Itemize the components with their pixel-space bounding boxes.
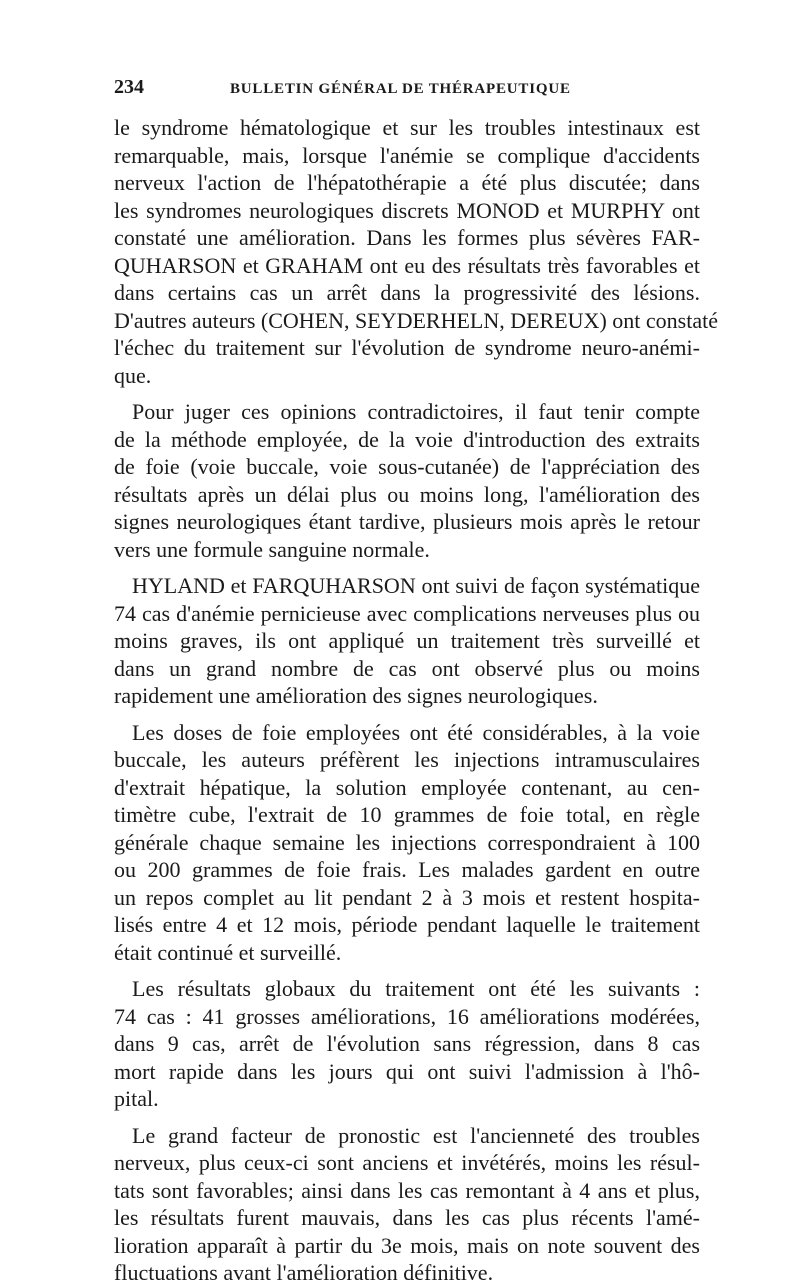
- paragraph: [114, 975, 700, 1113]
- body-text: [114, 114, 718, 1287]
- text-line: le syndrome hématologique et sur les troubles intestinaux est: [114, 115, 700, 140]
- text-line: buccale, les auteurs préfèrent les injections intramusculaires: [114, 747, 700, 772]
- text-line: tats sont favorables; ainsi dans les cas remontant à 4 ans et plus,: [114, 1177, 700, 1203]
- paragraph-gap: [114, 389, 700, 398]
- text-line: Les doses de foie employées ont été considérables, à la voie: [132, 719, 700, 745]
- text-line: constaté une amélioration. Dans les formes plus sévères FAR-: [114, 225, 700, 250]
- text-line: 74 cas d'anémie pernicieuse avec complications nerveuses plus ou: [114, 600, 700, 626]
- text-line: 74 cas : 41 grosses améliorations, 16 améliorations modérées,: [114, 1003, 700, 1029]
- text-line: timètre cube, l'extrait de 10 grammes de foie total, en règle: [114, 802, 700, 827]
- text-line: mort rapide dans les jours qui ont suivi l'admission à l'hô-: [114, 1058, 700, 1084]
- running-title: BULLETIN GÉNÉRAL DE THÉRAPEUTIQUE: [230, 81, 571, 97]
- text-line: dans certains cas un arrêt dans la progressivité des lésions.: [114, 280, 700, 305]
- text-line: D'autres auteurs (COHEN, SEYDERHELN, DEREUX) ont constaté: [114, 307, 718, 333]
- text-line: fluctuations avant l'amélioration définitive.: [114, 1260, 494, 1285]
- text-line: HYLAND et FARQUHARSON ont suivi de façon systématique: [132, 573, 700, 598]
- paragraph: [114, 398, 700, 563]
- text-line: d'extrait hépatique, la solution employée contenant, au cen-: [114, 774, 700, 800]
- text-line: Le grand facteur de pronostic est l'ancienneté des troubles: [132, 1122, 700, 1148]
- text-line: lisés entre 4 et 12 mois, période pendant laquelle le traitement: [114, 912, 700, 937]
- text-line: nerveux l'action de l'hépatothérapie a été plus discutée; dans: [114, 170, 700, 195]
- paragraph: [114, 572, 700, 710]
- paragraph-gap: [114, 710, 700, 719]
- text-line: remarquable, mais, lorsque l'anémie se complique d'accidents: [114, 142, 700, 168]
- paragraph-gap: [114, 1113, 700, 1122]
- text-line: lioration apparaît à partir du 3e mois, mais on note souvent des: [114, 1232, 700, 1258]
- paragraph-gap: [114, 563, 700, 572]
- text-line: dans un grand nombre de cas ont observé plus ou moins: [114, 655, 700, 681]
- paragraph: [114, 719, 700, 967]
- text-line: nerveux, plus ceux-ci sont anciens et invétérés, moins les résul-: [114, 1150, 700, 1175]
- paragraph: [114, 114, 718, 389]
- text-line: de la méthode employée, de la voie d'introduction des extraits: [114, 426, 700, 452]
- page-number: 234: [114, 76, 144, 98]
- text-line: pital.: [114, 1086, 159, 1111]
- text-line: les résultats furent mauvais, dans les cas plus récents l'amé-: [114, 1205, 700, 1230]
- text-line: générale chaque semaine les injections correspondraient à 100: [114, 829, 700, 855]
- text-line: signes neurologiques étant tardive, plusieurs mois après le retour: [114, 509, 700, 534]
- text-line: Les résultats globaux du traitement ont été les suivants :: [132, 976, 700, 1001]
- text-line: l'échec du traitement sur l'évolution de syndrome neuro-anémi-: [114, 335, 700, 360]
- text-line: dans 9 cas, arrêt de l'évolution sans régression, dans 8 cas: [114, 1031, 700, 1056]
- text-line: rapidement une amélioration des signes neurologiques.: [114, 683, 598, 708]
- text-line: un repos complet au lit pendant 2 à 3 mois et restent hospita-: [114, 884, 700, 910]
- text-line: moins graves, ils ont appliqué un traitement très surveillé et: [114, 628, 700, 653]
- text-line: était continué et surveillé.: [114, 939, 342, 965]
- text-line: que.: [114, 362, 152, 388]
- text-line: ou 200 grammes de foie frais. Les malades gardent en outre: [114, 857, 700, 882]
- text-line: Pour juger ces opinions contradictoires, il faut tenir compte: [132, 399, 700, 424]
- paragraph-gap: [114, 966, 700, 975]
- text-line: de foie (voie buccale, voie sous-cutanée) de l'appréciation des: [114, 454, 700, 479]
- text-line: vers une formule sanguine normale.: [114, 536, 430, 562]
- text-line: QUHARSON et GRAHAM ont eu des résultats très favorables et: [114, 252, 700, 278]
- text-line: résultats après un délai plus ou moins long, l'amélioration des: [114, 481, 700, 507]
- page-header: [114, 76, 700, 102]
- paragraph: [114, 1122, 700, 1287]
- text-line: les syndromes neurologiques discrets MONOD et MURPHY ont: [114, 197, 700, 223]
